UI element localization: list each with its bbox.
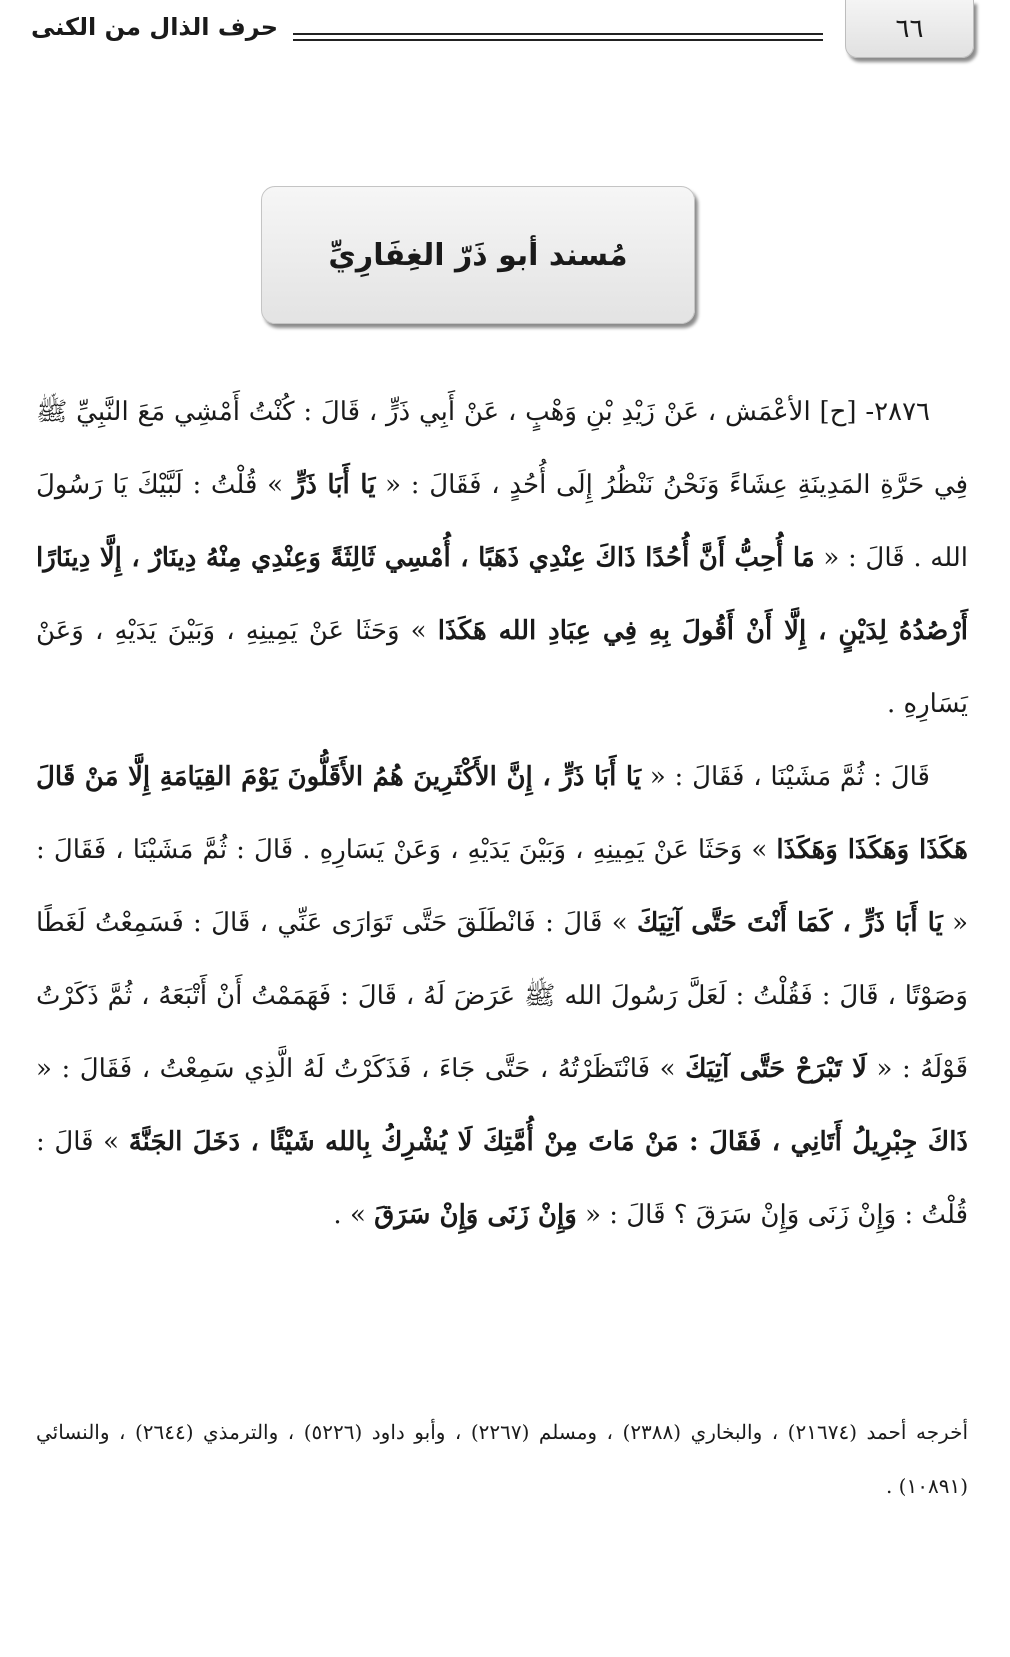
running-title: حرف الذال من الكنى: [30, 13, 278, 41]
prophet-words: وَإِنْ زَنَى وَإِنْ سَرَقَ: [374, 1200, 577, 1230]
narration-text: » وَحَثَا عَنْ يَمِينِهِ ، وَبَيْنَ يَدَيْهِ ، وَعَنْ يَسَارِهِ .: [36, 616, 968, 719]
header-rule-bottom: [293, 39, 823, 41]
prophet-words: مَا أُحِبُّ أَنَّ أُحُدًا ذَاكَ عِنْدِي ذَهَبًا ، أُمْسِي ثَالِثَةً وَعِنْدِي مِنْهُ دِينَارٌ ، إِلَّا دِينَارًا أَرْصُدُهُ لِدَيْنٍ ، إِلَّا أَنْ أَقُولَ بِهِ فِي عِبَادِ الله هَكَذَا: [36, 543, 968, 646]
section-title: مُسند أبو ذَرّ الغِفَارِيِّ: [328, 237, 628, 273]
narration-text: » فَانْتَظَرْتُهُ ، حَتَّى جَاءَ ، فَذَكَرْتُ لَهُ الَّذِي سَمِعْتُ ، فَقَالَ : «: [36, 1054, 676, 1084]
prophet-words: لَا تَبْرَحْ حَتَّى آتِيَكَ: [685, 1054, 867, 1084]
prophet-words: يَا أَبَا ذَرٍّ: [292, 470, 376, 500]
page-number: ٦٦: [895, 13, 924, 44]
prophet-words: ذَاكَ جِبْرِيلُ أَتَانِي ، فَقَالَ : مَنْ مَاتَ مِنْ أُمَّتِكَ لَا يُشْرِكُ بِالله شَيْئًا ، دَخَلَ الجَنَّةَ: [128, 1127, 968, 1157]
hadith-paragraph-1: [36, 376, 968, 741]
hadith-text: [36, 376, 968, 1252]
hadith-paragraph-2: [36, 741, 968, 1252]
footnote: [36, 1405, 968, 1513]
header-rule-top: [293, 33, 823, 35]
page-number-box: [845, 0, 974, 58]
narration-text: ٢٨٧٦- [ح] الأعْمَش ، عَنْ زَيْدِ بْنِ وَهْبٍ ، عَنْ أَبِي ذَرٍّ ، قَالَ : كُنْتُ أَمْشِي مَعَ النَّبِيِّ ﷺ فِي حَرَّةِ المَدِينَةِ عِشَاءً وَنَحْنُ نَنْظُرُ إِلَى أُحُدٍ ، فَقَالَ : «: [36, 397, 969, 500]
narration-text: » قَالَ : قُلْتُ : وَإِنْ زَنَى وَإِنْ سَرَقَ ؟ قَالَ : «: [36, 1127, 968, 1230]
section-heading-box: [261, 186, 695, 324]
narration-text: » .: [333, 1200, 366, 1230]
narration-text: قَالَ : ثُمَّ مَشَيْنَا ، فَقَالَ : «: [649, 762, 930, 792]
narration-text: » قُلْتُ : لَبَّيْكَ يَا رَسُولَ الله . قَالَ : «: [36, 470, 968, 573]
footnote-text: أخرجه أحمد (٢١٦٧٤) ، والبخاري (٢٣٨٨) ، ومسلم (٢٢٦٧) ، وأبو داود (٥٢٢٦) ، والترمذي (٢٦٤٤) ، والنسائي (١٠٨٩١) .: [36, 1420, 969, 1498]
narration-text: » قَالَ : فَانْطَلَقَ حَتَّى تَوَارَى عَنِّي ، قَالَ : فَسَمِعْتُ لَغَطًا وَصَوْتًا ، قَالَ : فَقُلْتُ : لَعَلَّ رَسُولَ الله ﷺ عَرَضَ لَهُ ، قَالَ : فَهَمَمْتُ أَنْ أَتْبَعَهُ ، ثُمَّ ذَكَرْتُ قَوْلَهُ : «: [36, 908, 969, 1084]
narration-text: » وَحَثَا عَنْ يَمِينِهِ ، وَبَيْنَ يَدَيْهِ ، وَعَنْ يَسَارِهِ . قَالَ : ثُمَّ مَشَيْنَا ، فَقَالَ : «: [36, 835, 969, 938]
prophet-words: يَا أَبَا ذَرٍّ ، إِنَّ الأَكْثَرِينَ هُمُ الأَقَلُّونَ يَوْمَ القِيَامَةِ إِلَّا مَنْ قَالَ هَكَذَا وَهَكَذَا وَهَكَذَا: [36, 762, 968, 865]
prophet-words: يَا أَبَا ذَرٍّ ، كَمَا أَنْتَ حَتَّى آتِيَكَ: [636, 908, 943, 938]
